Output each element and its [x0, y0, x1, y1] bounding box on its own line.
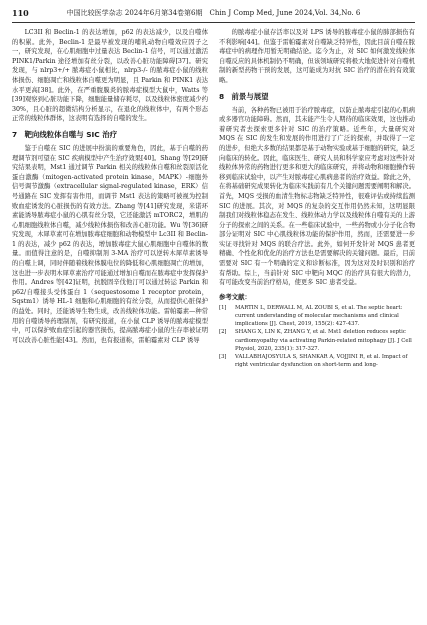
- header-rule: [12, 22, 415, 23]
- page-header: [12, 6, 415, 20]
- reference-number: [2]: [219, 329, 227, 336]
- section-heading: 8 前景与展望: [219, 91, 269, 101]
- section-heading: 7 靶向线粒体自噬与 SIC 治疗: [12, 129, 118, 139]
- reference-number: [3]: [219, 354, 227, 361]
- journal-title: 中国比较医学杂志 2024年6月第34卷第6期 Chin J Comp Med, June 2024,Vol. 34,No. 6: [66, 9, 361, 17]
- reference-item: [219, 304, 415, 329]
- reference-text: SHANG X, LIN K, ZHANG Y, et al. Mst1 deletion reduces septic cardiomyopathy via activating Parkin-related mitophagy [J]. J Cell Physiol, 2020, 235(1): 317-327.: [235, 329, 412, 352]
- reference-text: VALLABHAJOSYULA S, SHANKAR A, VOJJINI R, et al. Impact of right ventricular dysfunction on short-term and long-: [235, 354, 408, 369]
- left-column: [12, 28, 208, 618]
- reference-item: [219, 328, 415, 353]
- references-heading: 参考文献：: [219, 292, 251, 301]
- paragraph: LC3II 和 Beclin-1 的表达增加，p62 的表达减少，以及自噬体的积累。此外，Beclin-1 是最早被发现的哺乳动物自噬效应因子之一，研究发现，在心肌细胞中过量表达 Beclin-1 信号，可以通过激活 PINK1/Parkin 途径增加有丝分裂，以改善心脏功能障碍[37]。研究发现，与 nlrp3+/+ 脓毒症小鼠相比，nlrp3-/- 的脓毒症小鼠的线粒体损伤、细胞凋亡和线粒体自噬更为明显，且 Parkin 和 PINK1 表达水平更高[38]。此外，在严重腹膜炎的脓毒症模型大鼠中，Watts 等[39]观察到心脏功能下降，细胞能量储存耗尽，以及线粒体密度减少约 30%，且心脏的超微结构分析显示，在退化的线粒体中，有两个形态正常的线粒体群体，这表明有选择的自噬的发生。: [12, 29, 208, 123]
- reference-item: [219, 353, 415, 369]
- paragraph: 鉴于自噬在 SIC 的进展中扮演的重要角色，因此，基于自噬的药理调节剂可望在 SIC 疾病模型中产生治疗效果[40]。Shang 等[29]研究结果表明，Mst1 通过调节 Parkin 相关的线粒体自噬和丝裂原活化蛋白激酶（mitogen-activated protein kinase，MAPK）-细胞外信号调节激酶（extracellular signal-regulated kinase，ERK）信号通路在 SIC 发挥有害作用，而调节 Mst1 表达的策略可被视为控制败血症诱发的心脏损伤的有效方法。Zhang 等[41]研究发现，米诺环素能诱导脓毒症小鼠的心肌有丝分裂，它还能激活 mTORC2，增肌的心肌细胞线粒体自噬，减少线粒体损伤和改善心脏功能。Wu 等[36]研究发现，木犀草素可在增加脓毒症细胞和动物模型中 Lc3II 和 Beclin-1 的表达，减少 p62 的表达，增加脓毒症大鼠心肌细胞中自噬体的数量。而值得注意的是，自噬抑制剂 3-MA 治疗可以逆转木犀草素诱导的自噬上调，同时伴随着线粒体膜电位的降低和心肌细胞凋亡的增加，这也进一步表明木犀草素治疗可能通过增加自噬而在脓毒症中发挥保护作用。Andres 等[42]证明，抗脱固辛伐他汀可以通过转运 Parkin 和 p62/自噬接头受体蛋白 1（sequestosome 1 receptor protein，Sqstm1）诱导 HL-1 细胞和心肌细胞的有丝分裂，从而提供心脏保护的益处。同时，还能诱导生物生成，改善线粒体功能。雷帕霉素—种常用的自噬诱导药理制剂，有研究报道，在小鼠 CLP 诱导的脓毒症模型中，可以保护败血症引起的器官损伤，提高脓毒症小鼠的生存率被证明可以改善心脏性能[43]。然而，也有报道称，雷帕霉素对 CLP 诱导: [12, 144, 208, 344]
- paragraph: 当前，各种药物已被用于治疗脓毒症，以防止脓毒症引起的心肌病或多器官功能障碍。然而，其未能产生令人期待的临床效果，这也推动着研究者去探索更多针对 SIC 的治疗策略。近些年，大量研究对 MQS 在 SIC 的发生和发展的作用进行了广泛的探索，并取得了一定的进步，但绝大多数的结果都是基于动物实验或基于细胞的研究，缺乏向临床的转化。因此，临床医生、研究人员和科学家应考虑对这些针对线粒体异常的药物进行更多和更大的临床研究，并将动物和细胞操作转移到临床试验中，以产生对脓毒症心肌病患者的治疗效益。除此之外，在将基础研究成果转化为临床实践前有几个关键问题需要阐明和解决。首先，MQS 受损的血清生物标志物缺乏特异性，很难评估或持续监测 SIC 的进展。其次，对 MQS 的复杂的交互作用仍然未知，这明显限制我们对线粒体稳态在发生、线粒体动力学以及线粒体自噬有关的上游分子的探索之间的关系。在一些临床试验中，一些药物或小分子化合物部分证明对 SIC 中心肌线粒体功能的保护作用，然而，还需要进一步实证寻找针对 MQS 的联合疗法。此外，如何开发针对 MQS 患者更精确、个性化和优化的治疗方法也是需要解决的关键问题。最后，目前需要对 SIC 有一个明确的定义和诊断标准，因为这对及时识别和治疗有帮助。综上，当前针对 SIC 中靶向 MQC 的治疗具有很大的潜力，有可能改变当前治疗格局，使更多 SIC 患者受益。: [219, 106, 415, 287]
- page-number: 110: [12, 8, 29, 18]
- paragraph: 的脓毒症小鼠存活率以及对 LPS 诱导的脓毒症小鼠的肺部损伤有不利影响[44]。但鉴于雷帕霉素对自噬缺乏特异性，因此目前自噬在脓毒症中的病理作用暂无明确结论。迄今为止，对 SIC 如何激发线粒体自噬反应的具体机制仍不明确，但该领域研究将极大地促进针对自噬机制的新型药物干预的发展，这可能成为对抗 SIC 治疗的潜在的有效策略。: [219, 29, 415, 84]
- reference-text: MARTIN L, DERWALL M, AL ZOUBI S, et al. The septic heart: current understanding of molecular mechanisms and clinical implications [J]. Chest, 2019, 155(2): 427-437.: [235, 304, 403, 328]
- right-column: [219, 28, 415, 618]
- reference-number: [1]: [219, 304, 227, 311]
- reference-list: [219, 304, 415, 370]
